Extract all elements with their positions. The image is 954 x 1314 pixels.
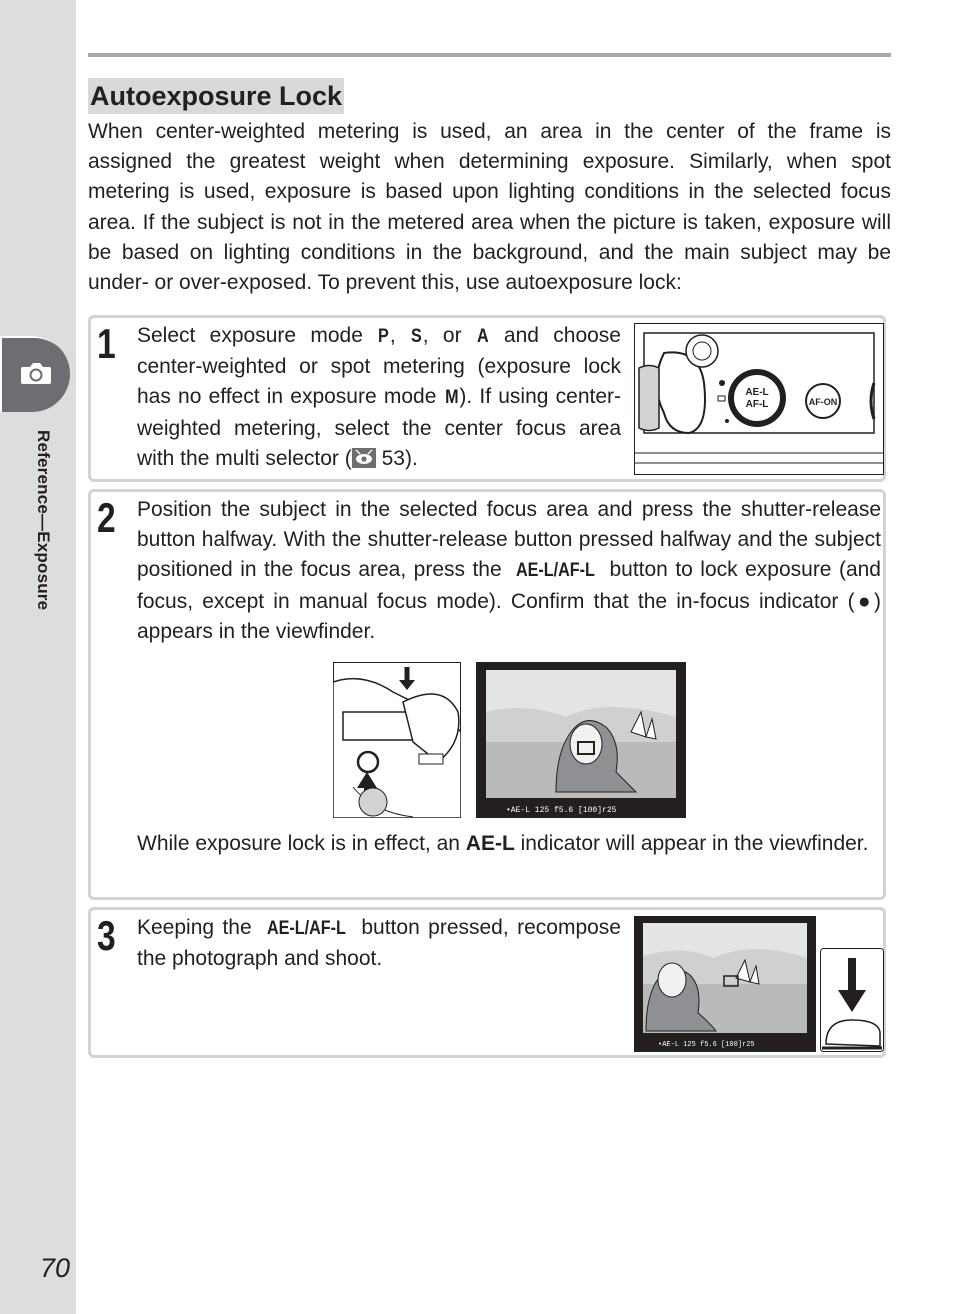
page-number: 70 (40, 1253, 71, 1283)
step-number: 2 (97, 494, 116, 541)
viewfinder-readout: •AE-L 125 f5.6 [100]r25 (506, 806, 617, 815)
step-3-box (88, 907, 886, 1058)
shutter-press-illustration (333, 662, 461, 818)
section-title: Autoexposure Lock (88, 78, 344, 114)
top-rule (88, 53, 891, 57)
step-2-note: While exposure lock is in effect, an AE-L indicator will appear in the viewfinder. (137, 832, 869, 855)
af-on-label: AF-ON (808, 397, 838, 407)
camera-back-illustration (634, 323, 884, 475)
viewfinder-readout: •AE-L 125 f5.6 [100]r25 (658, 1041, 755, 1049)
step-1-box (88, 315, 886, 482)
side-label: Reference—Exposure (34, 430, 53, 611)
camera-icon (20, 360, 52, 386)
intro-paragraph: When center-weighted metering is used, an area in the center of the frame is assigned the greatest weight when determining exposure. Similarly, when spot metering is used, exposure is based upon lighting conditions in the selected focus area. If the subject is not in the metered area when the picture is taken, exposure will be based on lighting conditions in the background, and the main subject may be under- or over-exposed. To prevent this, use autoexposure lock: (88, 120, 891, 295)
viewfinder-illustration (476, 662, 686, 818)
step-2-text: Position the subject in the selected focus area and press the shutter-release button halfway. With the shutter-release button pressed halfway and the subject positioned in the focus area, press the AE-L/AF-L button to lock exposure (and focus, except in manual focus mode). Confirm that the in-focus indicator (●) appears in the viewfinder. (137, 498, 881, 643)
step-number: 1 (97, 320, 116, 367)
af-l-label: AF-L (745, 399, 769, 410)
page-reference-icon (352, 448, 376, 468)
step-3-text: Keeping the AE-L/AF-L button pressed, recompose the photograph and shoot. (137, 916, 621, 971)
ae-l-label: AE-L (745, 387, 769, 398)
step-1-text: Select exposure mode P, S, or A and choose center-weighted or spot metering (exposure lock has no effect in exposure mode M). If using center-weighted metering, select the center focus area with the multi selector ( 53). (137, 324, 621, 470)
side-strip (0, 0, 76, 1314)
viewfinder-recompose-illustration (634, 916, 816, 1052)
step-number: 3 (97, 912, 116, 959)
step-2-box (88, 489, 886, 900)
shutter-finger-illustration (820, 948, 884, 1052)
